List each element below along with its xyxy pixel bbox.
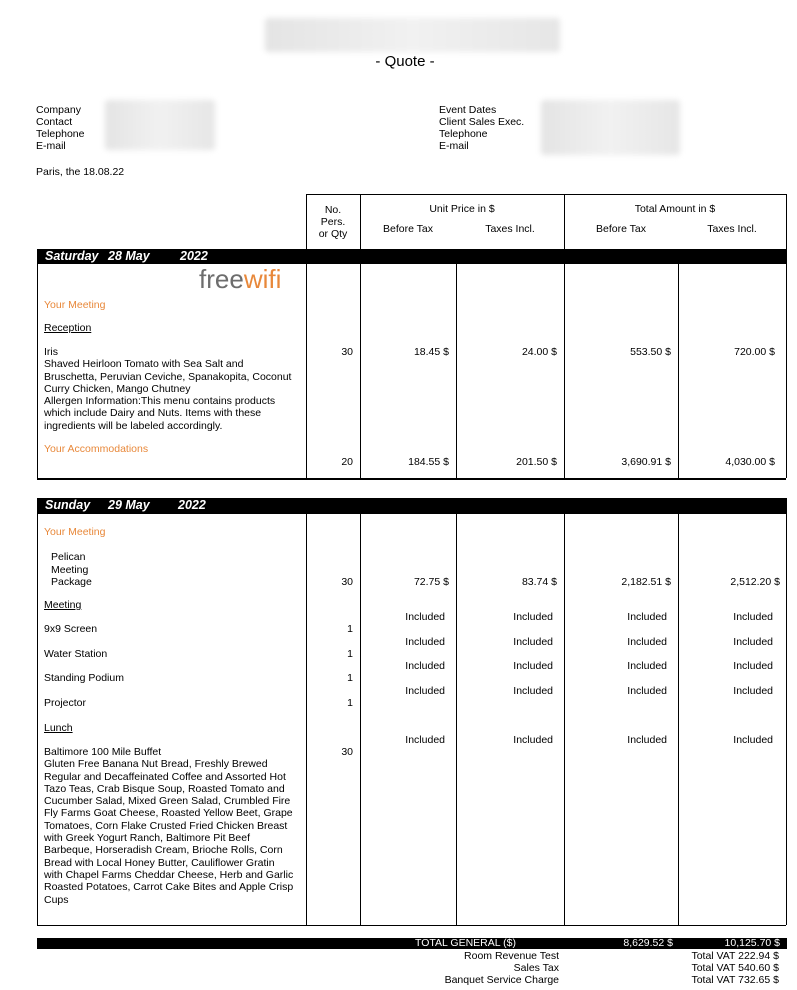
day1-line-3 — [456, 264, 457, 478]
place-date: Paris, the 18.08.22 — [36, 166, 125, 178]
package-unit-before: 72.75 $ — [413, 576, 449, 588]
row1-total-incl: Included — [733, 611, 773, 623]
row5-total-incl: Included — [733, 734, 773, 746]
sales-tax-vat: Total VAT 540.60 $ — [691, 962, 779, 974]
header-line-4 — [786, 194, 787, 249]
day2-day: Sunday — [45, 498, 91, 512]
buffet-description: Baltimore 100 Mile Buffet Gluten Free Banana Nut Bread, Freshly Brewed Regular and Decaffeinated Coffee and Assorted Hot Tazo Teas, Crab Bisque Soup, Roasted Tomato and Cucumber Salad, Mixed Green Salad, Crumbled Fire Fly Farms Goat Cheese, Roasted Yellow Beet, Grape Tomatoes, Corn Flake Crusted Fried Chicken Breast with Greek Yogurt Ranch, Baltimore Pit Beef Barbeque, Horseradish Cream, Brioche Rolls, Corn Bread with Local Honey Butter, Cauliflower Gratin with Chapel Farms Cheddar Cheese, Herb and Garlic Roasted Potatoes, Carrot Cake Bites and Apple Crisp Cups — [44, 746, 294, 906]
row5-unit-before: Included — [405, 734, 445, 746]
item-water-qty: 1 — [347, 648, 353, 660]
company-label: Company — [36, 104, 81, 116]
row2-total-before: Included — [627, 636, 667, 648]
day1-year: 2022 — [180, 249, 208, 263]
item-projector-qty: 1 — [347, 697, 353, 709]
row4-total-incl: Included — [733, 685, 773, 697]
item-projector: Projector — [44, 697, 87, 709]
day1-line-6 — [786, 264, 787, 478]
room-revenue-label: Room Revenue Test — [464, 950, 559, 962]
day1-date: 28 May — [108, 249, 150, 263]
day2-band — [37, 498, 787, 514]
total-amount-header: Total Amount in $ — [634, 203, 716, 215]
row5-total-before: Included — [627, 734, 667, 746]
day2-line-0 — [37, 514, 38, 925]
iris-description: Iris Shaved Heirloon Tomato with Sea Salt and Bruschetta, Peruvian Ceviche, Spanakopita, Coconut Curry Chicken, Mango Chutney Allergen Information:This menu contains products which include Dairy and Nuts. Items with these ingredients will be labeled accordingly. — [44, 346, 292, 432]
day2-bottom-line — [37, 925, 786, 926]
day1-line-1 — [306, 264, 307, 478]
room-revenue-vat: Total VAT 222.94 $ — [691, 950, 779, 962]
package-total-incl: 2,512.20 $ — [730, 576, 780, 588]
day1-line-2 — [360, 264, 361, 478]
lunch-heading: Lunch — [44, 722, 73, 734]
package-unit-incl: 83.74 $ — [521, 576, 557, 588]
row4-unit-incl: Included — [513, 685, 553, 697]
row2-unit-before: Included — [405, 636, 445, 648]
row1-unit-incl: Included — [513, 611, 553, 623]
day2-line-6 — [786, 514, 787, 925]
sales-tax-label: Sales Tax — [513, 962, 559, 974]
redacted-client-info — [105, 100, 215, 150]
qty-header: No. Pers. or Qty — [318, 204, 348, 240]
day1-meeting-heading: Your Meeting — [44, 299, 106, 311]
reception-heading: Reception — [44, 322, 92, 334]
total-label: TOTAL GENERAL ($) — [415, 937, 516, 949]
service-charge-label: Banquet Service Charge — [444, 974, 559, 986]
row3-total-before: Included — [627, 660, 667, 672]
sales-exec-label: Client Sales Exec. — [439, 116, 525, 128]
email-label: E-mail — [36, 140, 66, 152]
day1-bottom-line — [37, 478, 786, 480]
total-band — [37, 938, 787, 949]
item-water: Water Station — [44, 648, 108, 660]
iris-unit-before: 18.45 $ — [413, 346, 449, 358]
email-label-right: E-mail — [439, 140, 469, 152]
day1-band — [37, 249, 787, 264]
day2-year: 2022 — [178, 498, 206, 512]
unit-before-tax-header: Before Tax — [382, 223, 433, 235]
item-screen-qty: 1 — [347, 623, 353, 635]
item-screen: 9x9 Screen — [44, 623, 98, 635]
day2-meeting-heading: Your Meeting — [44, 526, 106, 538]
row4-unit-before: Included — [405, 685, 445, 697]
total-before-tax: 8,629.52 $ — [623, 937, 673, 949]
iris-unit-incl: 24.00 $ — [521, 346, 557, 358]
row1-unit-before: Included — [405, 611, 445, 623]
row5-unit-incl: Included — [513, 734, 553, 746]
row3-unit-before: Included — [405, 660, 445, 672]
row2-unit-incl: Included — [513, 636, 553, 648]
iris-total-incl: 720.00 $ — [734, 346, 775, 358]
row1-total-before: Included — [627, 611, 667, 623]
total-taxes-incl: 10,125.70 $ — [724, 937, 780, 949]
telephone-label-right: Telephone — [439, 128, 488, 140]
accom-qty: 20 — [341, 456, 353, 468]
accommodations-heading: Your Accommodations — [44, 443, 149, 455]
telephone-label: Telephone — [36, 128, 85, 140]
package-label: Pelican Meeting Package — [51, 551, 92, 588]
accom-total-incl: 4,030.00 $ — [725, 456, 775, 468]
buffet-qty: 30 — [341, 746, 353, 758]
freewifi-logo: freewifi — [199, 264, 282, 294]
package-total-before: 2,182.51 $ — [621, 576, 671, 588]
row3-total-incl: Included — [733, 660, 773, 672]
day2-date: 29 May — [108, 498, 150, 512]
meeting-heading: Meeting — [44, 599, 82, 611]
accom-unit-before: 184.55 $ — [408, 456, 449, 468]
iris-total-before: 553.50 $ — [630, 346, 671, 358]
row3-unit-incl: Included — [513, 660, 553, 672]
total-taxes-incl-header: Taxes Incl. — [707, 223, 757, 235]
day1-day: Saturday — [45, 249, 99, 263]
document-title: - Quote - — [375, 53, 435, 70]
day1-line-4 — [564, 264, 565, 478]
total-before-tax-header: Before Tax — [595, 223, 646, 235]
iris-qty: 30 — [341, 346, 353, 358]
accom-unit-incl: 201.50 $ — [516, 456, 557, 468]
contact-label: Contact — [36, 116, 73, 128]
header-top-line — [306, 194, 786, 195]
item-podium: Standing Podium — [44, 672, 124, 684]
day1-line-5 — [678, 264, 679, 478]
event-dates-label: Event Dates — [439, 104, 497, 116]
redacted-event-info — [541, 100, 680, 155]
redacted-hotel-name — [265, 18, 560, 52]
package-qty: 30 — [341, 576, 353, 588]
row4-total-before: Included — [627, 685, 667, 697]
unit-taxes-incl-header: Taxes Incl. — [485, 223, 535, 235]
row2-total-incl: Included — [733, 636, 773, 648]
accom-total-before: 3,690.91 $ — [621, 456, 671, 468]
unit-price-header: Unit Price in $ — [429, 203, 495, 215]
day1-line-0 — [37, 264, 38, 478]
service-charge-vat: Total VAT 732.65 $ — [691, 974, 779, 986]
item-podium-qty: 1 — [347, 672, 353, 684]
